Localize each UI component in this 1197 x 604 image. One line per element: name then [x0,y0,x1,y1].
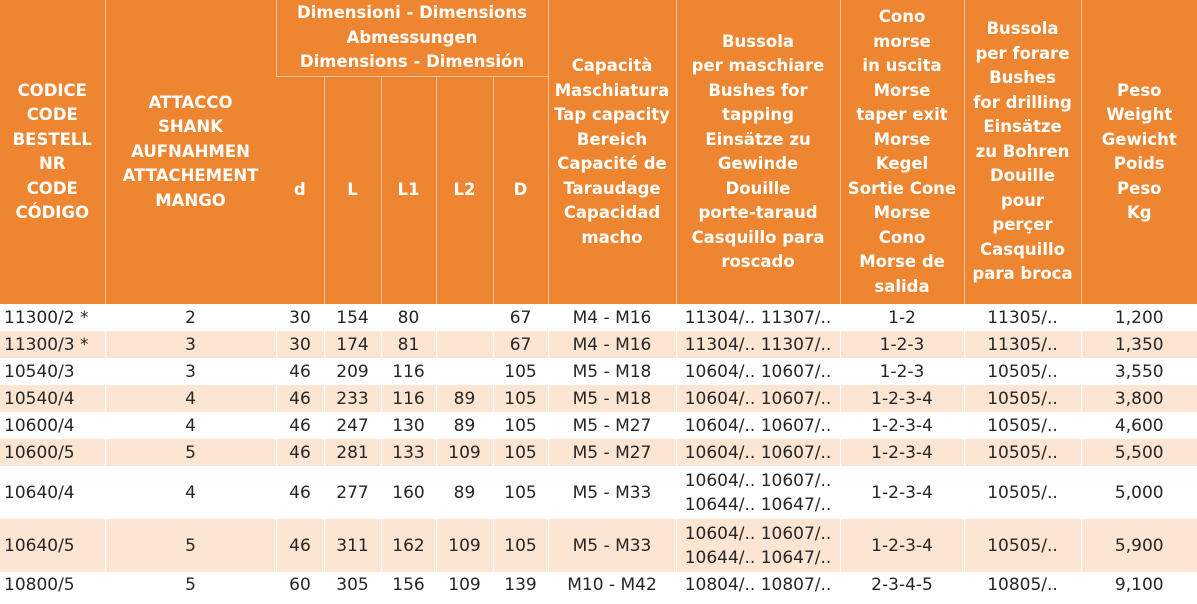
cell-capacity: M5 - M18 [548,358,676,385]
cell-shank: 3 [105,331,276,358]
header-bushes-tapping: Bussola per maschiare Bushes for tapping Einsätze zu Gewinde Douille porte-taraud Casquillo para roscado [676,0,840,304]
header-dim-L: L [324,77,381,305]
cell-bushes-tapping: 10604/.. 10607/.. [676,412,840,439]
table-row [0,385,1197,412]
cell-d: 30 [276,304,324,331]
cell-code: 11300/3 * [0,331,105,358]
cell-bushes-tapping: 10604/.. 10607/.. 10644/.. 10647/.. [676,519,840,572]
cell-weight: 1,350 [1081,331,1197,358]
cell-bushes-tapping: 11304/.. 11307/.. [676,304,840,331]
cell-weight: 3,800 [1081,385,1197,412]
cell-weight: 9,100 [1081,572,1197,598]
header-dim-L1: L1 [381,77,436,305]
cell-L2 [436,304,493,331]
table-row [0,412,1197,439]
cell-code: 11300/2 * [0,304,105,331]
cell-L1: 162 [381,519,436,572]
cell-bushes-tapping: 10604/.. 10607/.. 10644/.. 10647/.. [676,466,840,519]
cell-morse: 1-2-3 [840,358,964,385]
cell-L: 247 [324,412,381,439]
cell-bushes-drilling: 10505/.. [964,439,1081,466]
cell-bushes-drilling: 11305/.. [964,331,1081,358]
cell-morse: 1-2-3-4 [840,466,964,519]
header-bushes-drilling: Bussola per forare Bushes for drilling Einsätze zu Bohren Douille pour perçer Casquillo para broca [964,0,1081,304]
cell-L: 311 [324,519,381,572]
cell-d: 46 [276,358,324,385]
cell-L1: 133 [381,439,436,466]
header-code: CODICE CODE BESTELL NR CODE CÓDIGO [0,0,105,304]
cell-capacity: M10 - M42 [548,572,676,598]
cell-bushes-drilling: 11305/.. [964,304,1081,331]
cell-L1: 116 [381,358,436,385]
cell-d: 46 [276,412,324,439]
table-row [0,466,1197,519]
cell-shank: 4 [105,385,276,412]
cell-shank: 2 [105,304,276,331]
cell-code: 10640/5 [0,519,105,572]
cell-L2 [436,358,493,385]
cell-shank: 4 [105,466,276,519]
cell-L: 209 [324,358,381,385]
header-dimensions: Dimensioni - Dimensions Abmessungen Dimensions - Dimensión [276,0,548,77]
table-row [0,439,1197,466]
cell-bushes-drilling: 10505/.. [964,466,1081,519]
cell-D: 67 [493,304,548,331]
table-row [0,519,1197,572]
cell-weight: 3,550 [1081,358,1197,385]
cell-code: 10600/5 [0,439,105,466]
cell-capacity: M5 - M18 [548,385,676,412]
cell-bushes-drilling: 10505/.. [964,358,1081,385]
header-dim-d: d [276,77,324,305]
cell-bushes-drilling: 10505/.. [964,519,1081,572]
cell-morse: 1-2-3-4 [840,412,964,439]
cell-L2: 89 [436,466,493,519]
cell-L: 174 [324,331,381,358]
cell-d: 46 [276,519,324,572]
cell-d: 60 [276,572,324,598]
cell-morse: 1-2 [840,304,964,331]
table-row [0,572,1197,598]
cell-L1: 160 [381,466,436,519]
cell-D: 105 [493,358,548,385]
cell-D: 67 [493,331,548,358]
cell-weight: 1,200 [1081,304,1197,331]
cell-capacity: M5 - M27 [548,412,676,439]
cell-capacity: M4 - M16 [548,331,676,358]
cell-L: 154 [324,304,381,331]
cell-D: 139 [493,572,548,598]
cell-L: 277 [324,466,381,519]
cell-capacity: M5 - M33 [548,519,676,572]
cell-shank: 4 [105,412,276,439]
cell-morse: 1-2-3-4 [840,439,964,466]
cell-weight: 5,900 [1081,519,1197,572]
cell-bushes-drilling: 10805/.. [964,572,1081,598]
cell-D: 105 [493,385,548,412]
cell-D: 105 [493,466,548,519]
cell-L1: 116 [381,385,436,412]
table-row [0,358,1197,385]
table-row [0,331,1197,358]
cell-d: 46 [276,385,324,412]
cell-shank: 5 [105,572,276,598]
cell-capacity: M4 - M16 [548,304,676,331]
cell-D: 105 [493,519,548,572]
cell-D: 105 [493,412,548,439]
cell-L: 305 [324,572,381,598]
cell-L2: 109 [436,519,493,572]
table-body [0,304,1197,598]
cell-D: 105 [493,439,548,466]
header-shank: ATTACCO SHANK AUFNAHMEN ATTACHEMENT MANGO [105,0,276,304]
cell-d: 30 [276,331,324,358]
cell-L1: 80 [381,304,436,331]
cell-capacity: M5 - M33 [548,466,676,519]
cell-bushes-tapping: 10604/.. 10607/.. [676,385,840,412]
header-capacity: Capacità Maschiatura Tap capacity Bereich Capacité de Taraudage Capacidad macho [548,0,676,304]
header-dim-D: D [493,77,548,305]
header-morse: Cono morse in uscita Morse taper exit Morse Kegel Sortie Cone Morse Cono Morse de salida [840,0,964,304]
cell-L2 [436,331,493,358]
cell-L1: 156 [381,572,436,598]
cell-d: 46 [276,466,324,519]
cell-L2: 89 [436,412,493,439]
cell-code: 10540/4 [0,385,105,412]
cell-shank: 5 [105,519,276,572]
cell-d: 46 [276,439,324,466]
cell-bushes-drilling: 10505/.. [964,385,1081,412]
cell-capacity: M5 - M27 [548,439,676,466]
cell-L: 281 [324,439,381,466]
header-weight: Peso Weight Gewicht Poids Peso Kg [1081,0,1197,304]
cell-bushes-tapping: 11304/.. 11307/.. [676,331,840,358]
cell-code: 10640/4 [0,466,105,519]
cell-code: 10540/3 [0,358,105,385]
header-dim-L2: L2 [436,77,493,305]
cell-weight: 5,500 [1081,439,1197,466]
cell-bushes-tapping: 10804/.. 10807/.. [676,572,840,598]
cell-L: 233 [324,385,381,412]
cell-L1: 130 [381,412,436,439]
cell-morse: 2-3-4-5 [840,572,964,598]
cell-L2: 89 [436,385,493,412]
cell-shank: 3 [105,358,276,385]
cell-shank: 5 [105,439,276,466]
cell-L2: 109 [436,439,493,466]
cell-bushes-drilling: 10505/.. [964,412,1081,439]
cell-L2: 109 [436,572,493,598]
table-row [0,304,1197,331]
cell-code: 10600/4 [0,412,105,439]
cell-weight: 5,000 [1081,466,1197,519]
cell-morse: 1-2-3-4 [840,519,964,572]
cell-morse: 1-2-3-4 [840,385,964,412]
cell-bushes-tapping: 10604/.. 10607/.. [676,358,840,385]
cell-code: 10800/5 [0,572,105,598]
cell-morse: 1-2-3 [840,331,964,358]
cell-L1: 81 [381,331,436,358]
cell-weight: 4,600 [1081,412,1197,439]
cell-bushes-tapping: 10604/.. 10607/.. [676,439,840,466]
